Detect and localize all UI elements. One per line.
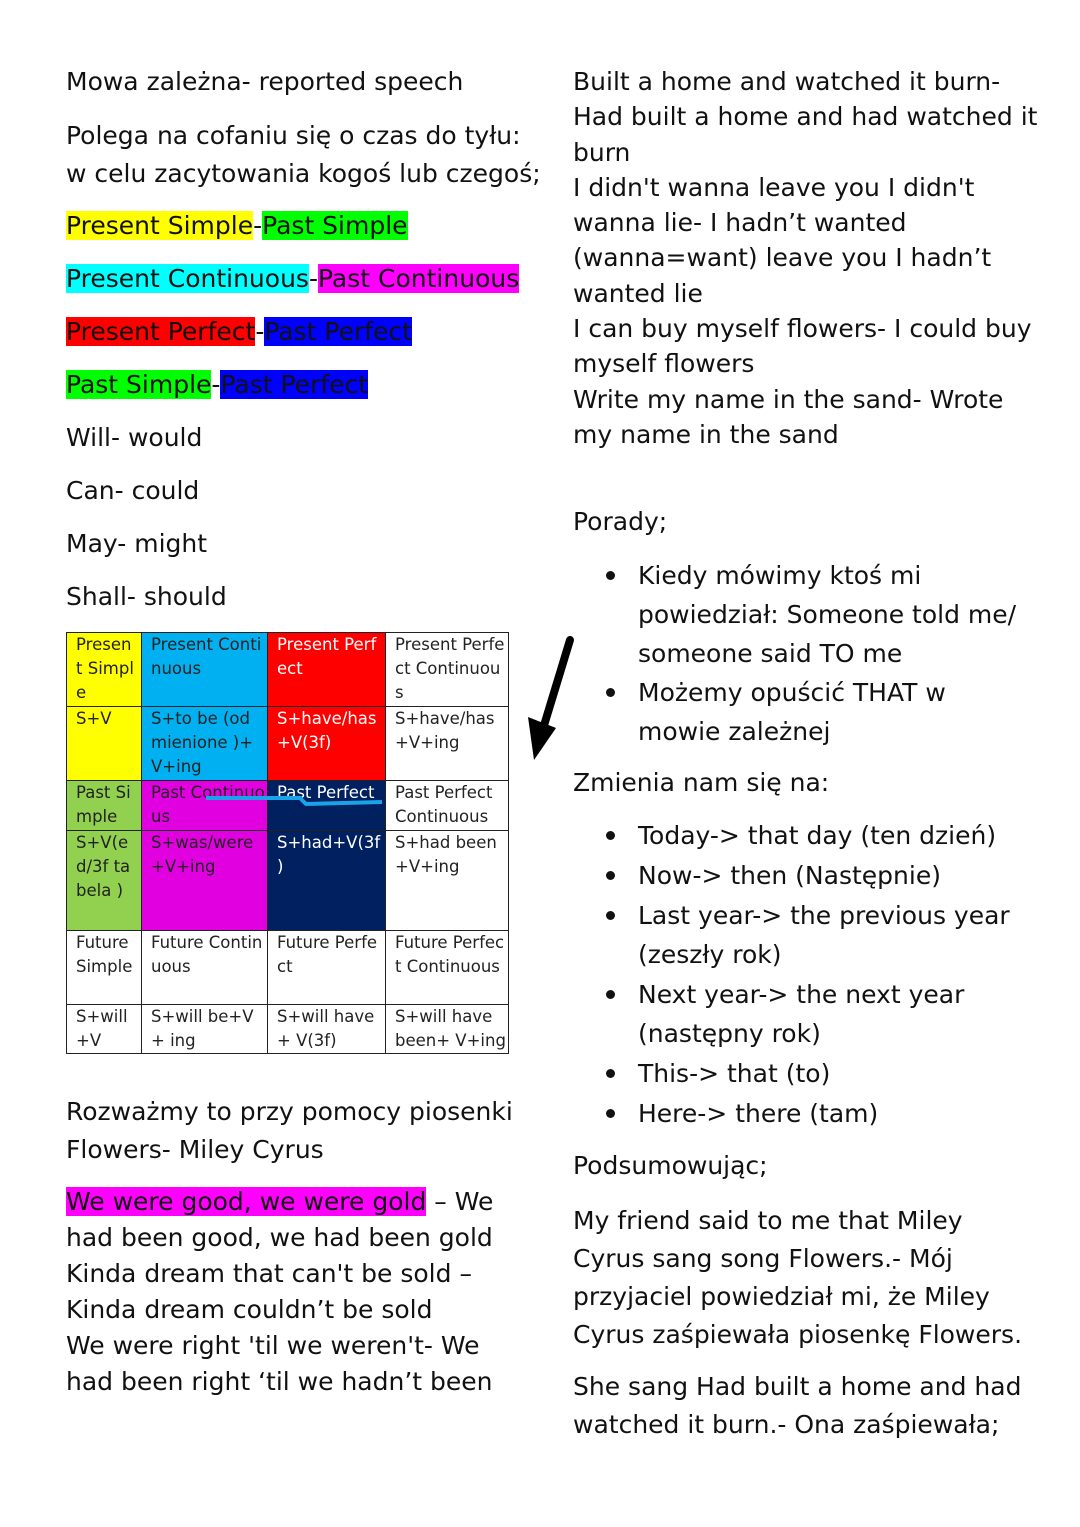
lyrics-line: had been right ‘til we hadn’t been xyxy=(66,1367,493,1396)
modal-pair: May- might xyxy=(66,529,208,558)
list-item: Now-> then (Następnie) xyxy=(573,856,1023,895)
left-column xyxy=(66,64,541,615)
list-item: Here-> there (tam) xyxy=(573,1094,1023,1133)
changes-list xyxy=(573,816,1023,1133)
intro-block xyxy=(66,117,541,193)
table-cell: Present Continuous xyxy=(142,633,268,707)
summary-block xyxy=(573,1202,1023,1354)
lyrics-highlight: We were good, we were gold xyxy=(66,1187,427,1216)
list-item: Last year-> the previous year (zeszły rok) xyxy=(573,896,1023,974)
page-title: Mowa zależna- reported speech xyxy=(66,67,464,96)
song-intro-line: Flowers- Miley Cyrus xyxy=(66,1135,324,1164)
right-column xyxy=(573,64,1038,1444)
list-item: This-> that (to) xyxy=(573,1054,1023,1093)
lyrics-line: wanted lie xyxy=(573,278,703,308)
lyrics-line: I can buy myself flowers- I could buy xyxy=(573,314,1032,344)
table-cell: Present Perfect xyxy=(268,633,386,707)
table-cell: S+was/were +V+ing xyxy=(142,831,268,931)
table-cell: S+to be (odmienione )+ V+ing xyxy=(142,707,268,781)
lyrics-line: Kinda dream that can't be sold – xyxy=(66,1259,472,1288)
table-cell: S+will have been+ V+ing xyxy=(386,1005,509,1054)
bullet-icon xyxy=(606,1069,615,1078)
lyrics-line: Write my name in the sand- Wrote xyxy=(573,384,1004,414)
song-intro-line: Rozważmy to przy pomocy piosenki xyxy=(66,1097,513,1126)
bullet-icon xyxy=(606,571,615,580)
lyrics-line: We were right 'til we weren't- We xyxy=(66,1331,480,1360)
tense-present-simple: Present Simple xyxy=(66,211,254,240)
table-row xyxy=(67,931,509,1005)
table-cell: S+have/has +V+ing xyxy=(386,707,509,781)
table-cell: S+had been+V+ing xyxy=(386,831,509,931)
table-cell: Future Simple xyxy=(67,931,142,1005)
tense-table xyxy=(66,632,509,1054)
bullet-icon xyxy=(606,1109,615,1118)
table-arrow-icon xyxy=(200,788,390,808)
down-arrow-icon xyxy=(520,632,580,767)
table-cell: Presen t Simple xyxy=(67,633,142,707)
tense-past-perfect: Past Perfect xyxy=(264,317,412,346)
tense-past-simple: Past Simple xyxy=(262,211,408,240)
changes-heading: Zmienia nam się na: xyxy=(573,768,830,798)
bullet-icon xyxy=(606,911,615,920)
modal-pair: Can- could xyxy=(66,476,200,505)
tense-pair: Present Perfect-Past Perfect xyxy=(66,317,412,346)
table-cell: S+V(e d/3f tabela ) xyxy=(67,831,142,931)
table-cell: S+had+V(3f ) xyxy=(268,831,386,931)
list-item: Next year-> the next year (następny rok) xyxy=(573,975,1023,1053)
summary-heading: Podsumowując; xyxy=(573,1151,768,1181)
summary-line: watched it burn.- Ona zaśpiewała; xyxy=(573,1410,1000,1440)
lyrics-translation xyxy=(573,64,1038,452)
lyrics-line: Had built a home and had watched it xyxy=(573,102,1038,132)
lyrics-line: had been good, we had been gold xyxy=(66,1223,493,1252)
table-cell: Future Continuous xyxy=(142,931,268,1005)
tense-pair: Present Continuous-Past Continuous xyxy=(66,264,520,293)
modal-pair: Will- would xyxy=(66,423,203,452)
table-cell: S+will have+ V(3f) xyxy=(268,1005,386,1054)
bullet-icon xyxy=(606,871,615,880)
tense-past-simple: Past Simple xyxy=(66,370,212,399)
list-item: Kiedy mówimy ktoś mi powiedział: Someone told me/ someone said TO me xyxy=(573,556,1023,673)
tips-list xyxy=(573,556,1023,751)
table-cell: S+will +V xyxy=(67,1005,142,1054)
lyrics-line: We were good, we were gold – We xyxy=(66,1187,494,1216)
summary-line: My friend said to me that Miley xyxy=(573,1206,963,1236)
lyrics-line: my name in the sand xyxy=(573,419,839,449)
bullet-icon xyxy=(606,990,615,999)
lyrics-line: burn xyxy=(573,137,631,167)
tense-pair: Present Simple-Past Simple xyxy=(66,211,408,240)
lyrics-line: wanna lie- I hadn’t wanted xyxy=(573,208,907,238)
table-cell: Past Continuous xyxy=(142,781,268,831)
summary-line: przyjaciel powiedział mi, że Miley xyxy=(573,1282,990,1312)
tense-present-perfect: Present Perfect xyxy=(66,317,256,346)
table-cell: S+V xyxy=(67,707,142,781)
table-row xyxy=(67,707,509,781)
modal-pair: Shall- should xyxy=(66,582,227,611)
lyrics-line: I didn't wanna leave you I didn't xyxy=(573,172,975,202)
table-row xyxy=(67,831,509,931)
table-row xyxy=(67,1005,509,1054)
table-cell: Future Perfect Continuous xyxy=(386,931,509,1005)
table-cell: S+will be+V+ ing xyxy=(142,1005,268,1054)
list-item: Możemy opuścić THAT w mowie zależnej xyxy=(573,673,1023,751)
table-cell: S+have/has +V(3f) xyxy=(268,707,386,781)
table-cell: Past Simple xyxy=(67,781,142,831)
intro-line: w celu zacytowania kogoś lub czegoś; xyxy=(66,159,541,188)
song-section xyxy=(66,1093,526,1400)
bullet-icon xyxy=(606,831,615,840)
lyrics-line: myself flowers xyxy=(573,349,755,379)
table-cell: Past Perfect xyxy=(268,781,386,831)
tense-pair: Past Simple-Past Perfect xyxy=(66,370,369,399)
lyrics-line: Kinda dream couldn’t be sold xyxy=(66,1295,433,1324)
bullet-icon xyxy=(606,688,615,697)
intro-line: Polega na cofaniu się o czas do tyłu: xyxy=(66,121,521,150)
tense-past-continuous: Past Continuous xyxy=(317,264,520,293)
table-cell: Past Perfect Continuous xyxy=(386,781,509,831)
lyrics-line: Built a home and watched it burn- xyxy=(573,67,1001,96)
summary-line: Cyrus sang song Flowers.- Mój xyxy=(573,1244,953,1274)
table-cell: Future Perfect xyxy=(268,931,386,1005)
tense-present-continuous: Present Continuous xyxy=(66,264,309,293)
summary-block xyxy=(573,1368,1023,1444)
lyrics-line: (wanna=want) leave you I hadn’t xyxy=(573,243,992,273)
tense-past-perfect: Past Perfect xyxy=(220,370,369,399)
list-item: Today-> that day (ten dzień) xyxy=(573,816,1023,855)
tips-heading: Porady; xyxy=(573,507,668,537)
summary-line: She sang Had built a home and had xyxy=(573,1372,1022,1402)
table-row xyxy=(67,633,509,707)
table-cell: Present Perfect Continuous xyxy=(386,633,509,707)
summary-line: Cyrus zaśpiewała piosenkę Flowers. xyxy=(573,1320,1023,1350)
